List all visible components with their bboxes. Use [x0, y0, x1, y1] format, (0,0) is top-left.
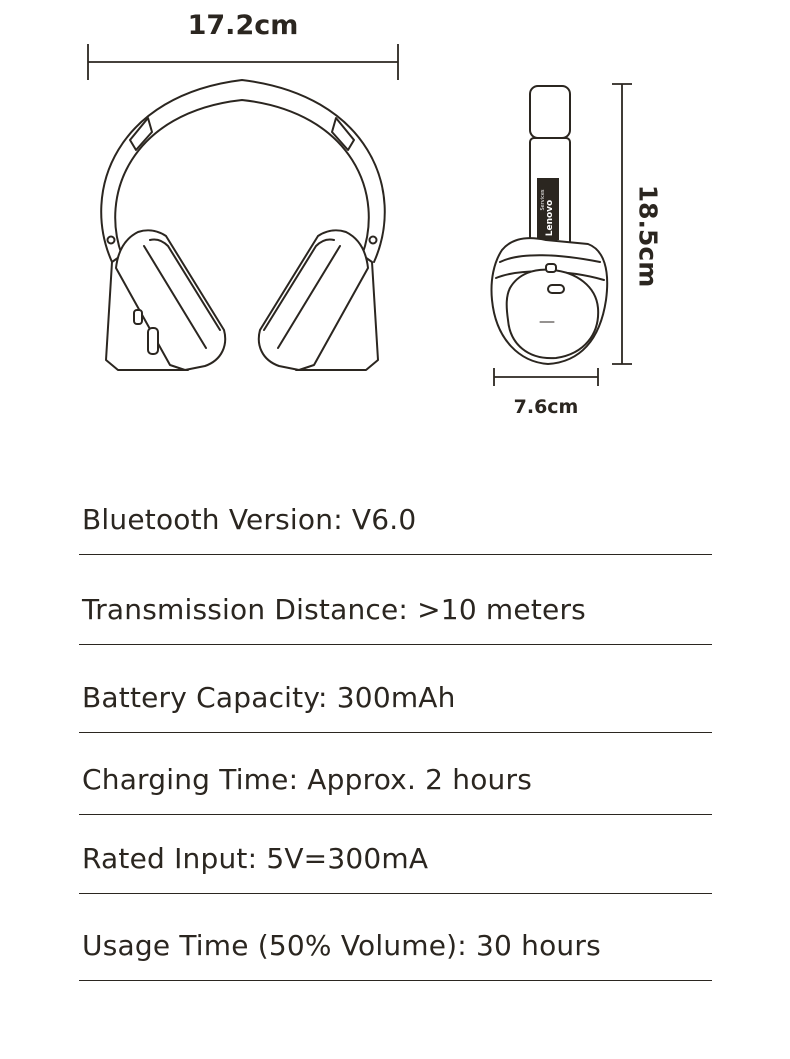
spec-text: Rated Input: 5V=300mA	[82, 842, 429, 875]
height-dimension-line	[612, 84, 632, 364]
headphones-front-view	[101, 80, 385, 370]
spec-list	[79, 478, 712, 981]
headphones-illustration	[0, 0, 790, 460]
spec-text: Battery Capacity: 300mAh	[82, 681, 456, 714]
spec-text: Transmission Distance: >10 meters	[82, 593, 586, 626]
spec-row-bluetooth	[79, 478, 712, 555]
spec-row-input	[79, 815, 712, 894]
spec-text: Bluetooth Version: V6.0	[82, 503, 417, 536]
spec-row-battery	[79, 645, 712, 733]
height-dimension-label: 18.5cm	[633, 184, 663, 288]
width-dimension-line	[88, 44, 398, 80]
spec-text: Usage Time (50% Volume): 30 hours	[82, 929, 601, 962]
depth-dimension-line	[494, 368, 598, 386]
spec-row-distance	[79, 555, 712, 645]
brand-logo-text: Lenovo	[545, 199, 555, 237]
brand-sub-text: Services	[540, 189, 546, 211]
spec-row-usage	[79, 894, 712, 981]
spec-row-charging	[79, 733, 712, 815]
width-dimension-label: 17.2cm	[187, 10, 299, 41]
headphones-side-view	[491, 86, 607, 364]
spec-text: Charging Time: Approx. 2 hours	[82, 763, 532, 796]
depth-dimension-label: 7.6cm	[513, 396, 579, 418]
